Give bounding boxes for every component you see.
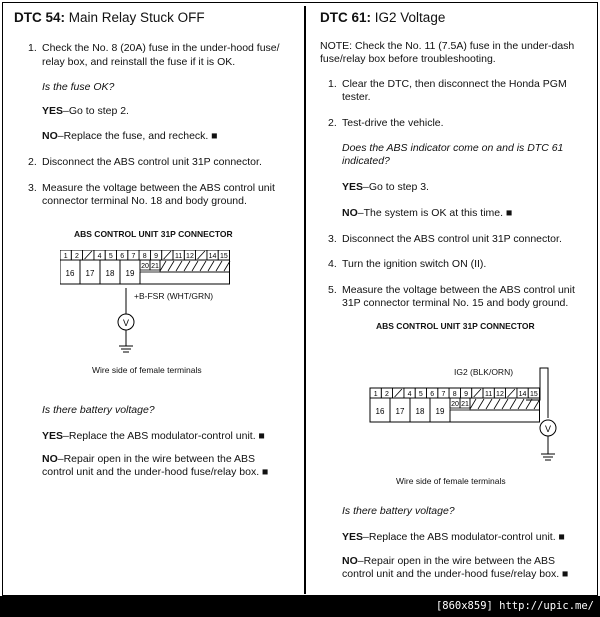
no-answer — [42, 130, 218, 143]
connector-title: ABS CONTROL UNIT 31P CONNECTOR — [74, 229, 233, 239]
step-text: connector terminal No. 18 and body ground. — [42, 195, 247, 207]
yes-answer — [342, 181, 429, 194]
pin-number: 14 — [208, 253, 217, 260]
no-key: NO — [42, 453, 58, 465]
yes-text: –Replace the ABS modulator-control unit. ■ — [63, 430, 265, 442]
wire-side-caption: Wire side of female terminals — [396, 476, 506, 486]
connector-diagram — [366, 358, 566, 470]
step-number: 5. — [328, 284, 337, 296]
question: Is there battery voltage? — [42, 404, 155, 416]
watermark-text: [860x859] http://upic.me/ — [435, 600, 594, 612]
pin-number: 16 — [375, 407, 385, 416]
step-text: Disconnect the ABS control unit 31P connector. — [342, 233, 562, 245]
step-text: Check the No. 8 (20A) fuse in the under-hood fuse/ — [42, 42, 280, 54]
note: NOTE: Check the No. 11 (7.5A) fuse in the under-dash — [320, 40, 575, 52]
voltmeter-symbol: V — [122, 318, 130, 328]
left-heading — [14, 11, 205, 24]
no-answer — [342, 207, 512, 220]
pin-number: 21 — [151, 263, 159, 270]
no-key: NO — [342, 207, 358, 219]
pin-number: 11 — [175, 253, 183, 260]
no-text: –Repair open in the wire between the ABS — [357, 555, 556, 567]
step-text: 31P connector terminal No. 15 and body ground. — [342, 297, 569, 309]
no-answer — [42, 453, 255, 466]
pin-number: 4 — [97, 253, 102, 260]
wire-label: IG2 (BLK/ORN) — [454, 367, 514, 377]
no-text-cont: control unit and the under-hood fuse/relay box. ■ — [42, 466, 269, 478]
step-number: 3. — [328, 233, 337, 245]
wire-side-caption: Wire side of female terminals — [92, 365, 202, 375]
step-number: 4. — [328, 258, 337, 270]
step-number: 2. — [328, 117, 337, 129]
pin-number: 21 — [461, 401, 469, 408]
question: Does the ABS indicator come on and is DTC 61 — [342, 142, 564, 154]
ground-icon — [119, 346, 133, 352]
pin-number: 18 — [105, 269, 115, 278]
connector-diagram — [60, 250, 260, 360]
step-text: Disconnect the ABS control unit 31P connector. — [42, 156, 262, 168]
yes-answer — [42, 430, 265, 443]
no-text-cont: control unit and the under-hood fuse/relay box. ■ — [342, 568, 569, 580]
step-text: relay box, and reinstall the fuse if it is OK. — [42, 56, 236, 68]
question: indicated? — [342, 155, 390, 167]
no-text: –Replace the fuse, and recheck. ■ — [57, 130, 218, 142]
wire-label: +B-FSR (WHT/GRN) — [134, 291, 214, 301]
pin-number: 6 — [430, 391, 435, 398]
step-text: tester. — [342, 91, 371, 103]
pin-number: 15 — [219, 253, 228, 260]
column-divider — [304, 6, 306, 594]
pin-number: 19 — [125, 269, 135, 278]
step-number: 2. — [28, 156, 37, 168]
pin-number: 1 — [373, 391, 378, 398]
pin-number: 5 — [108, 253, 113, 260]
step-text: Test-drive the vehicle. — [342, 117, 444, 129]
step-text: Measure the voltage between the ABS control unit — [42, 182, 275, 194]
yes-answer — [342, 531, 565, 544]
pin-number: 15 — [529, 391, 538, 398]
voltmeter-symbol: V — [544, 424, 552, 434]
pin-number: 19 — [435, 407, 445, 416]
question: Is there battery voltage? — [342, 505, 455, 517]
yes-answer — [42, 105, 129, 118]
pin-number: 18 — [415, 407, 425, 416]
note: fuse/relay box before troubleshooting. — [320, 53, 496, 65]
no-text: –Repair open in the wire between the ABS — [57, 453, 256, 465]
pin-number: 16 — [65, 269, 75, 278]
pin-number: 12 — [186, 253, 194, 260]
step-number: 3. — [28, 182, 37, 194]
pin-number: 17 — [395, 407, 405, 416]
question: Is the fuse OK? — [42, 81, 115, 93]
pin-number: 1 — [63, 253, 68, 260]
yes-key: YES — [342, 181, 364, 193]
ground-icon — [541, 454, 555, 460]
pin-number: 6 — [120, 253, 125, 260]
step-number: 1. — [28, 42, 37, 54]
yes-text: –Replace the ABS modulator-control unit. ■ — [363, 531, 565, 543]
yes-key: YES — [42, 105, 64, 117]
dtc-code: DTC 54: — [14, 10, 66, 25]
pin-number: 8 — [452, 391, 457, 398]
no-answer — [342, 555, 555, 568]
no-text: –The system is OK at this time. ■ — [357, 207, 513, 219]
dtc-title: IG2 Voltage — [374, 10, 446, 25]
connector-shape — [370, 388, 540, 422]
step-number: 1. — [328, 78, 337, 90]
pin-number: 9 — [154, 253, 159, 260]
pin-number: 7 — [131, 253, 136, 260]
pin-number: 7 — [441, 391, 446, 398]
pin-number: 2 — [384, 391, 389, 398]
watermark-bar — [0, 596, 600, 617]
pin-number: 20 — [451, 401, 459, 408]
pin-number: 4 — [407, 391, 412, 398]
pin-number: 12 — [496, 391, 504, 398]
no-key: NO — [342, 555, 358, 567]
pin-number: 8 — [142, 253, 147, 260]
connector-shape — [60, 250, 230, 284]
step-text: Measure the voltage between the ABS control unit — [342, 284, 575, 296]
yes-text: –Go to step 2. — [63, 105, 129, 117]
dtc-title: Main Relay Stuck OFF — [68, 10, 205, 25]
pin-number: 17 — [85, 269, 95, 278]
pin-number: 11 — [485, 391, 493, 398]
connector-title: ABS CONTROL UNIT 31P CONNECTOR — [376, 321, 535, 331]
pin-number: 2 — [74, 253, 79, 260]
pin-number: 14 — [518, 391, 527, 398]
dtc-code: DTC 61: — [320, 10, 372, 25]
pin-number: 5 — [418, 391, 423, 398]
yes-key: YES — [42, 430, 64, 442]
yes-key: YES — [342, 531, 364, 543]
step-text: Turn the ignition switch ON (II). — [342, 258, 487, 270]
right-heading — [320, 11, 445, 24]
yes-text: –Go to step 3. — [363, 181, 429, 193]
pin-number: 9 — [464, 391, 469, 398]
pin-number: 20 — [141, 263, 149, 270]
no-key: NO — [42, 130, 58, 142]
step-text: Clear the DTC, then disconnect the Honda PGM — [342, 78, 567, 90]
